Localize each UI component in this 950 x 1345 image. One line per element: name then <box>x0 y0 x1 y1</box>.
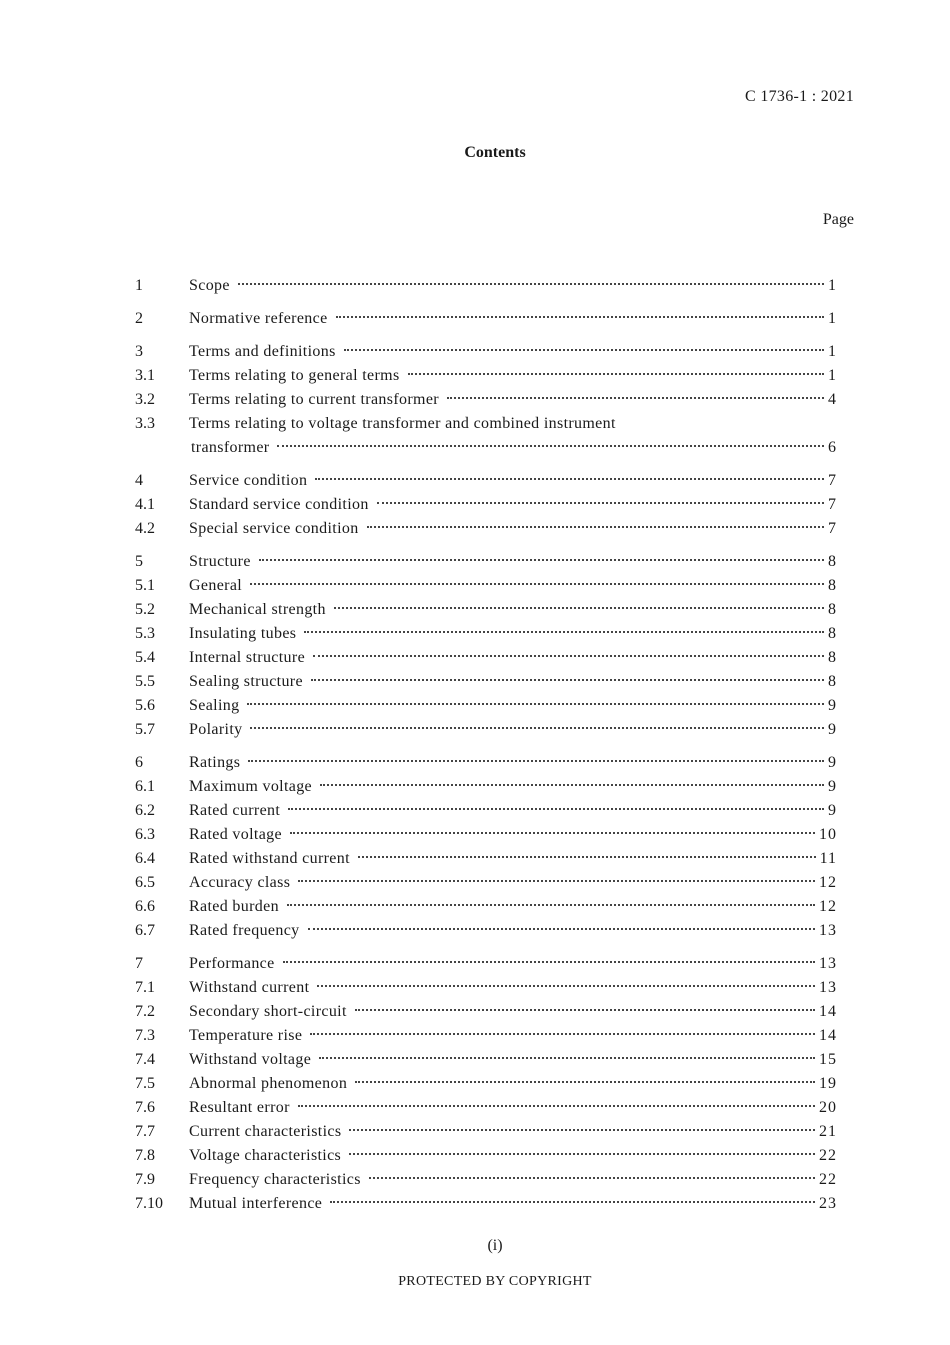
toc-entry[interactable] <box>135 775 837 799</box>
toc-entry-page: 9 <box>828 721 837 738</box>
table-of-contents <box>135 274 837 1225</box>
toc-entry[interactable] <box>135 550 837 574</box>
dot-leader <box>355 1008 815 1011</box>
toc-entry-page: 20 <box>819 1099 837 1116</box>
toc-entry-number: 5.1 <box>135 577 155 594</box>
dot-leader <box>247 702 824 705</box>
toc-entry-number: 7.2 <box>135 1003 155 1020</box>
toc-entry[interactable] <box>135 1192 837 1216</box>
toc-entry-title: Terms relating to general terms <box>189 367 400 384</box>
toc-entry-number: 3 <box>135 343 143 360</box>
toc-entry-page: 12 <box>819 874 837 891</box>
toc-entry[interactable] <box>135 388 837 412</box>
toc-entry[interactable] <box>135 469 837 493</box>
toc-entry-page: 19 <box>819 1075 837 1092</box>
toc-entry-title: Rated current <box>189 802 281 819</box>
toc-section <box>135 469 837 541</box>
toc-entry[interactable] <box>135 847 837 871</box>
toc-entry[interactable] <box>135 574 837 598</box>
dot-leader <box>311 678 824 681</box>
toc-section <box>135 274 837 298</box>
toc-entry-page: 1 <box>828 277 837 294</box>
toc-entry-title: Rated withstand current <box>189 850 350 867</box>
toc-entry-number: 3.1 <box>135 367 155 384</box>
toc-entry[interactable] <box>135 412 837 436</box>
toc-entry-page: 22 <box>819 1147 837 1164</box>
toc-entry-number: 7.1 <box>135 979 155 996</box>
toc-entry-title: Terms relating to voltage transformer and combined instrument <box>189 415 616 432</box>
toc-entry[interactable] <box>135 436 837 460</box>
toc-entry-number: 6.3 <box>135 826 155 843</box>
toc-entry-title: General <box>189 577 243 594</box>
dot-leader <box>298 1104 815 1107</box>
toc-entry[interactable] <box>135 919 837 943</box>
toc-entry-title: Terms and definitions <box>189 343 336 360</box>
toc-entry[interactable] <box>135 493 837 517</box>
toc-entry-page: 14 <box>819 1027 837 1044</box>
toc-entry-title: transformer <box>191 439 270 456</box>
toc-entry[interactable] <box>135 1000 837 1024</box>
toc-entry-page: 13 <box>819 922 837 939</box>
toc-entry-number: 6.7 <box>135 922 155 939</box>
toc-entry-title: Temperature rise <box>189 1027 303 1044</box>
toc-entry[interactable] <box>135 670 837 694</box>
toc-entry[interactable] <box>135 517 837 541</box>
toc-entry-number: 3.2 <box>135 391 155 408</box>
dot-leader <box>238 282 824 285</box>
toc-entry-number: 5.2 <box>135 601 155 618</box>
toc-entry-title: Withstand voltage <box>189 1051 312 1068</box>
toc-entry-page: 1 <box>828 343 837 360</box>
toc-entry-number: 7.5 <box>135 1075 155 1092</box>
toc-entry[interactable] <box>135 340 837 364</box>
toc-entry-number: 4.1 <box>135 496 155 513</box>
dot-leader <box>287 903 815 906</box>
dot-leader <box>334 606 824 609</box>
toc-entry-number: 5.5 <box>135 673 155 690</box>
toc-entry-page: 4 <box>828 391 837 408</box>
toc-entry[interactable] <box>135 976 837 1000</box>
toc-entry-page: 8 <box>828 625 837 642</box>
dot-leader <box>358 855 816 858</box>
dot-leader <box>298 879 815 882</box>
toc-section <box>135 751 837 943</box>
toc-entry-title: Secondary short-circuit <box>189 1003 347 1020</box>
toc-entry[interactable] <box>135 1096 837 1120</box>
dot-leader <box>250 726 824 729</box>
dot-leader <box>277 444 824 447</box>
toc-entry-number: 7.3 <box>135 1027 155 1044</box>
toc-entry-page: 1 <box>828 310 837 327</box>
toc-entry[interactable] <box>135 1144 837 1168</box>
toc-entry-title: Sealing structure <box>189 673 303 690</box>
toc-entry-title: Maximum voltage <box>189 778 313 795</box>
toc-entry-title: Accuracy class <box>189 874 291 891</box>
toc-entry-number: 4.2 <box>135 520 155 537</box>
toc-entry-number: 1 <box>135 277 143 294</box>
toc-entry[interactable] <box>135 952 837 976</box>
dot-leader <box>349 1152 815 1155</box>
toc-entry-title: Rated voltage <box>189 826 282 843</box>
toc-entry-title: Rated burden <box>189 898 279 915</box>
toc-entry-title: Ratings <box>189 754 241 771</box>
dot-leader <box>369 1176 815 1179</box>
dot-leader <box>315 477 824 480</box>
toc-entry-title: Performance <box>189 955 275 972</box>
toc-entry-title: Resultant error <box>189 1099 290 1116</box>
toc-entry[interactable] <box>135 1168 837 1192</box>
toc-entry-title: Frequency characteristics <box>189 1171 361 1188</box>
toc-entry[interactable] <box>135 751 837 775</box>
toc-entry-number: 7.9 <box>135 1171 155 1188</box>
dot-leader <box>349 1128 815 1131</box>
dot-leader <box>304 630 824 633</box>
toc-entry-title: Rated frequency <box>189 922 300 939</box>
toc-entry-page: 12 <box>819 898 837 915</box>
toc-entry-number: 7 <box>135 955 143 972</box>
toc-entry-number: 6.4 <box>135 850 155 867</box>
toc-entry-title: Terms relating to current transformer <box>189 391 439 408</box>
dot-leader <box>377 501 824 504</box>
toc-entry[interactable] <box>135 823 837 847</box>
toc-entry-page: 7 <box>828 520 837 537</box>
toc-entry-number: 7.8 <box>135 1147 155 1164</box>
toc-entry-number: 7.6 <box>135 1099 155 1116</box>
dot-leader <box>308 927 815 930</box>
toc-entry-title: Standard service condition <box>189 496 369 513</box>
toc-entry-page: 8 <box>828 673 837 690</box>
toc-entry-page: 22 <box>819 1171 837 1188</box>
toc-entry-title: Sealing <box>189 697 240 714</box>
toc-entry[interactable] <box>135 622 837 646</box>
toc-entry[interactable] <box>135 871 837 895</box>
toc-entry[interactable] <box>135 1072 837 1096</box>
toc-entry[interactable] <box>135 718 837 742</box>
dot-leader <box>344 348 824 351</box>
toc-entry-page: 6 <box>828 439 837 456</box>
toc-entry[interactable] <box>135 799 837 823</box>
toc-entry[interactable] <box>135 598 837 622</box>
dot-leader <box>447 396 824 399</box>
toc-section <box>135 952 837 1216</box>
dot-leader <box>330 1200 815 1203</box>
toc-entry-number: 7.7 <box>135 1123 155 1140</box>
dot-leader <box>290 831 815 834</box>
page-number: (i) <box>487 1237 503 1254</box>
toc-entry-number: 7.10 <box>135 1195 163 1212</box>
toc-entry[interactable] <box>135 694 837 718</box>
standard-number: C 1736-1 : 2021 <box>745 88 854 105</box>
toc-entry-page: 7 <box>828 496 837 513</box>
dot-leader <box>317 984 815 987</box>
toc-entry[interactable] <box>135 307 837 331</box>
dot-leader <box>336 315 824 318</box>
toc-entry-number: 6.6 <box>135 898 155 915</box>
toc-entry-number: 5 <box>135 553 143 570</box>
toc-entry-number: 3.3 <box>135 415 155 432</box>
toc-entry-title: Mutual interference <box>189 1195 323 1212</box>
toc-entry[interactable] <box>135 895 837 919</box>
dot-leader <box>320 783 824 786</box>
toc-entry-page: 9 <box>828 754 837 771</box>
toc-entry[interactable] <box>135 364 837 388</box>
dot-leader <box>250 582 824 585</box>
toc-entry[interactable] <box>135 1120 837 1144</box>
toc-entry-page: 23 <box>819 1195 837 1212</box>
toc-entry-number: 2 <box>135 310 143 327</box>
toc-entry-number: 6.2 <box>135 802 155 819</box>
toc-entry-title: Mechanical strength <box>189 601 326 618</box>
toc-entry-page: 7 <box>828 472 837 489</box>
toc-entry-title: Current characteristics <box>189 1123 342 1140</box>
toc-entry-page: 13 <box>819 955 837 972</box>
toc-entry-title: Withstand current <box>189 979 310 996</box>
toc-entry-page: 15 <box>819 1051 837 1068</box>
contents-title: Contents <box>464 144 526 161</box>
toc-entry-page: 9 <box>828 697 837 714</box>
toc-entry-page: 21 <box>819 1123 837 1140</box>
toc-entry-page: 13 <box>819 979 837 996</box>
dot-leader <box>283 960 815 963</box>
dot-leader <box>259 558 824 561</box>
toc-entry-page: 8 <box>828 601 837 618</box>
toc-entry-page: 8 <box>828 553 837 570</box>
toc-entry-number: 5.7 <box>135 721 155 738</box>
toc-entry-number: 4 <box>135 472 143 489</box>
toc-entry[interactable] <box>135 1024 837 1048</box>
toc-entry-title: Internal structure <box>189 649 306 666</box>
page-column-heading: Page <box>822 211 854 228</box>
toc-entry[interactable] <box>135 646 837 670</box>
toc-entry-title: Abnormal phenomenon <box>189 1075 348 1092</box>
toc-entry-page: 8 <box>828 577 837 594</box>
toc-entry-title: Insulating tubes <box>189 625 297 642</box>
toc-entry-title: Structure <box>189 553 251 570</box>
dot-leader <box>355 1080 815 1083</box>
toc-entry-number: 7.4 <box>135 1051 155 1068</box>
toc-entry-title: Polarity <box>189 721 243 738</box>
toc-entry-number: 5.6 <box>135 697 155 714</box>
toc-entry-page: 11 <box>819 850 837 867</box>
toc-entry-page: 9 <box>828 802 837 819</box>
dot-leader <box>313 654 824 657</box>
toc-entry-title: Scope <box>189 277 230 294</box>
toc-entry[interactable] <box>135 274 837 298</box>
toc-entry[interactable] <box>135 1048 837 1072</box>
toc-section <box>135 550 837 742</box>
copyright-notice: PROTECTED BY COPYRIGHT <box>398 1274 592 1289</box>
toc-section <box>135 340 837 460</box>
dot-leader <box>408 372 824 375</box>
toc-entry-number: 5.4 <box>135 649 155 666</box>
dot-leader <box>367 525 824 528</box>
toc-entry-number: 6.5 <box>135 874 155 891</box>
toc-entry-page: 10 <box>819 826 837 843</box>
toc-entry-page: 14 <box>819 1003 837 1020</box>
toc-entry-page: 8 <box>828 649 837 666</box>
toc-entry-number: 5.3 <box>135 625 155 642</box>
toc-entry-title: Normative reference <box>189 310 328 327</box>
toc-entry-page: 9 <box>828 778 837 795</box>
dot-leader <box>310 1032 815 1035</box>
dot-leader <box>319 1056 815 1059</box>
toc-entry-number: 6 <box>135 754 143 771</box>
toc-entry-title: Service condition <box>189 472 308 489</box>
toc-entry-title: Special service condition <box>189 520 359 537</box>
toc-entry-page: 1 <box>828 367 837 384</box>
toc-section <box>135 307 837 331</box>
dot-leader <box>288 807 824 810</box>
dot-leader <box>248 759 824 762</box>
toc-entry-title: Voltage characteristics <box>189 1147 342 1164</box>
toc-entry-number: 6.1 <box>135 778 155 795</box>
